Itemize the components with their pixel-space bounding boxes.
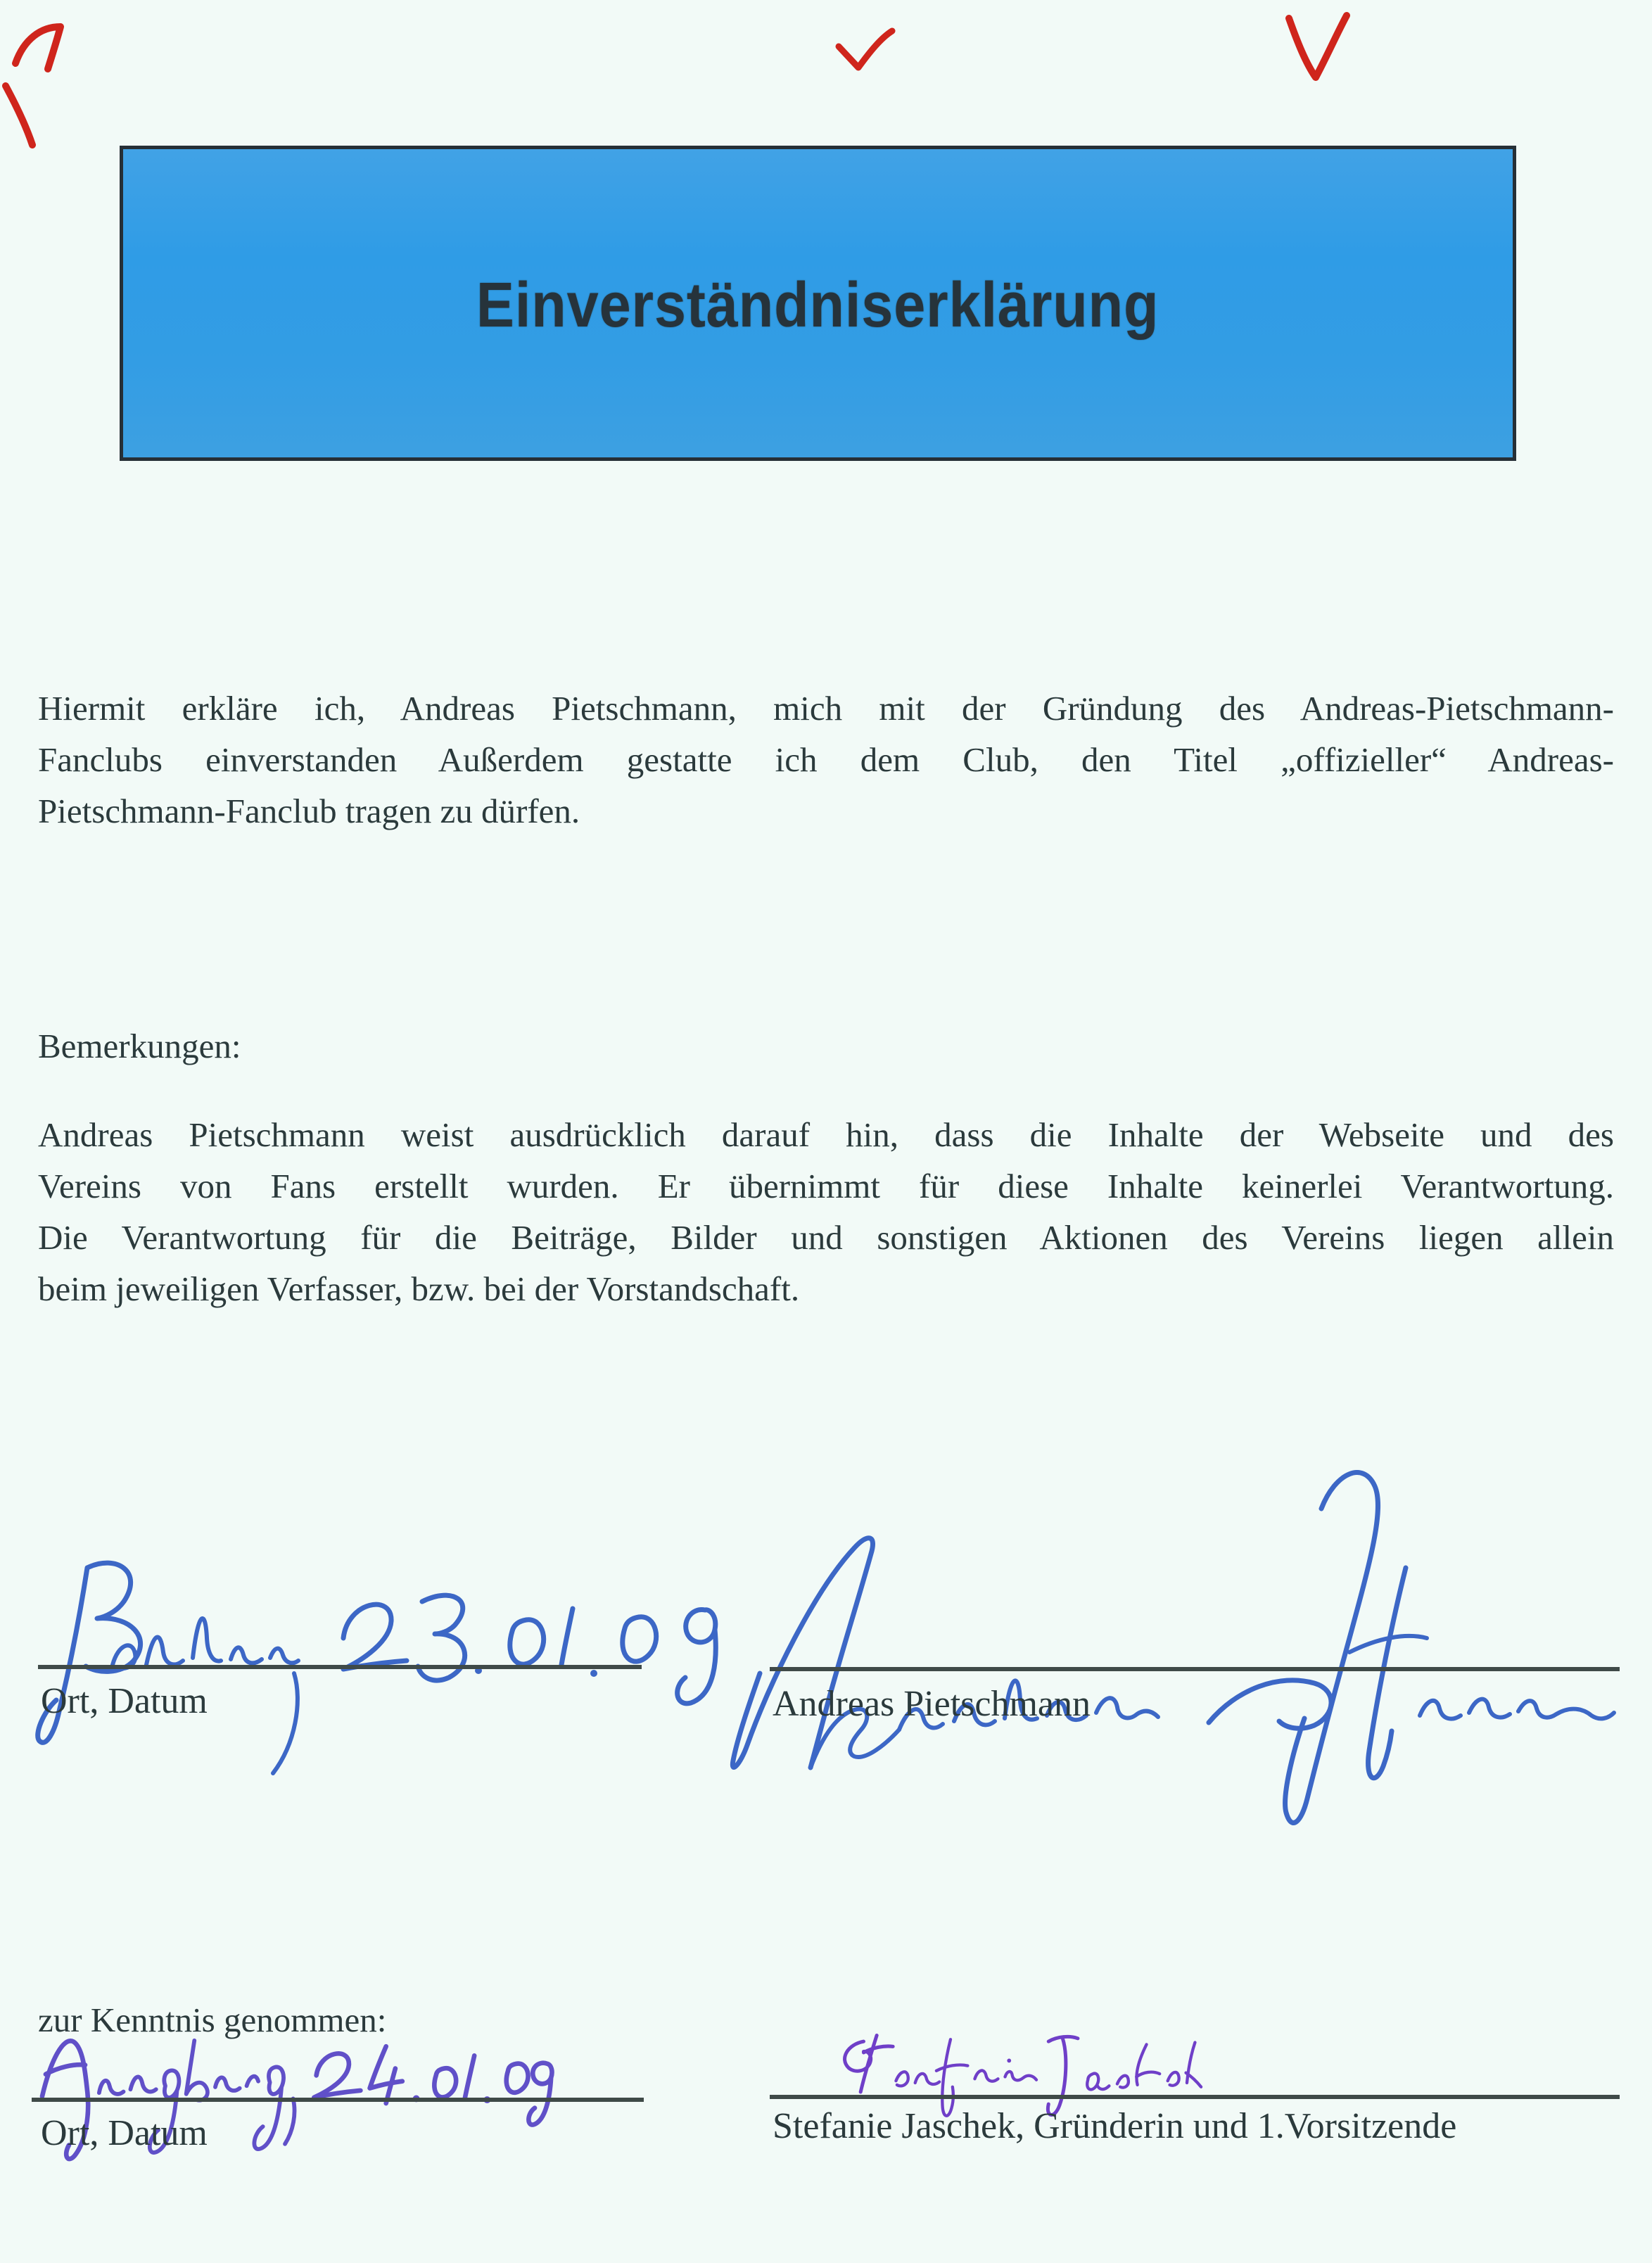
- document-title: Einverständniserklärung: [476, 270, 1159, 341]
- intro-paragraph: [38, 683, 1614, 837]
- signature-label-place-date-witness: Ort, Datum: [41, 2113, 208, 2153]
- remarks-paragraph: [38, 1109, 1614, 1314]
- remarks-line: Andreas Pietschmann weist ausdrücklich darauf hin, dass die Inhalte der Webseite und des: [38, 1115, 1614, 1154]
- remarks-line: Die Verantwortung für die Beiträge, Bilder und sonstigen Aktionen des Vereins liegen allein: [38, 1218, 1614, 1257]
- remarks-line: Vereins von Fans erstellt wurden. Er übernimmt für diese Inhalte keinerlei Verantwortung.: [38, 1167, 1614, 1205]
- handwriting-signature-declarant: [718, 1443, 1632, 1851]
- remarks-line: beim jeweiligen Verfasser, bzw. bei der Vorstandschaft.: [38, 1269, 800, 1308]
- remarks-heading: Bemerkungen:: [38, 1027, 241, 1065]
- signature-label-witness: Stefanie Jaschek, Gründerin und 1.Vorsitzende: [773, 2106, 1457, 2146]
- intro-line: Fanclubs einverstanden Außerdem gestatte ich dem Club, den Titel „offizieller“ Andreas-: [38, 740, 1614, 779]
- signature-label-declarant: Andreas Pietschmann: [773, 1684, 1091, 1724]
- red-corner-mark-top-left: [15, 27, 61, 69]
- red-stroke-mark-left-edge: [6, 86, 32, 145]
- red-check-mark-center: [839, 31, 892, 68]
- acknowledgement-heading: zur Kenntnis genommen:: [38, 2001, 387, 2039]
- red-check-mark-right: [1289, 15, 1347, 77]
- signature-line-place-date-declarant: [38, 1665, 642, 1669]
- title-banner: [120, 146, 1516, 461]
- signature-label-place-date-declarant: Ort, Datum: [41, 1681, 208, 1721]
- signature-line-place-date-witness: [32, 2098, 644, 2102]
- intro-line: Hiermit erkläre ich, Andreas Pietschmann, mich mit der Gründung des Andreas-Pietschmann-: [38, 689, 1614, 728]
- signature-line-declarant: [770, 1667, 1620, 1671]
- signature-line-witness: [770, 2095, 1620, 2099]
- intro-line: Pietschmann-Fanclub tragen zu dürfen.: [38, 792, 580, 830]
